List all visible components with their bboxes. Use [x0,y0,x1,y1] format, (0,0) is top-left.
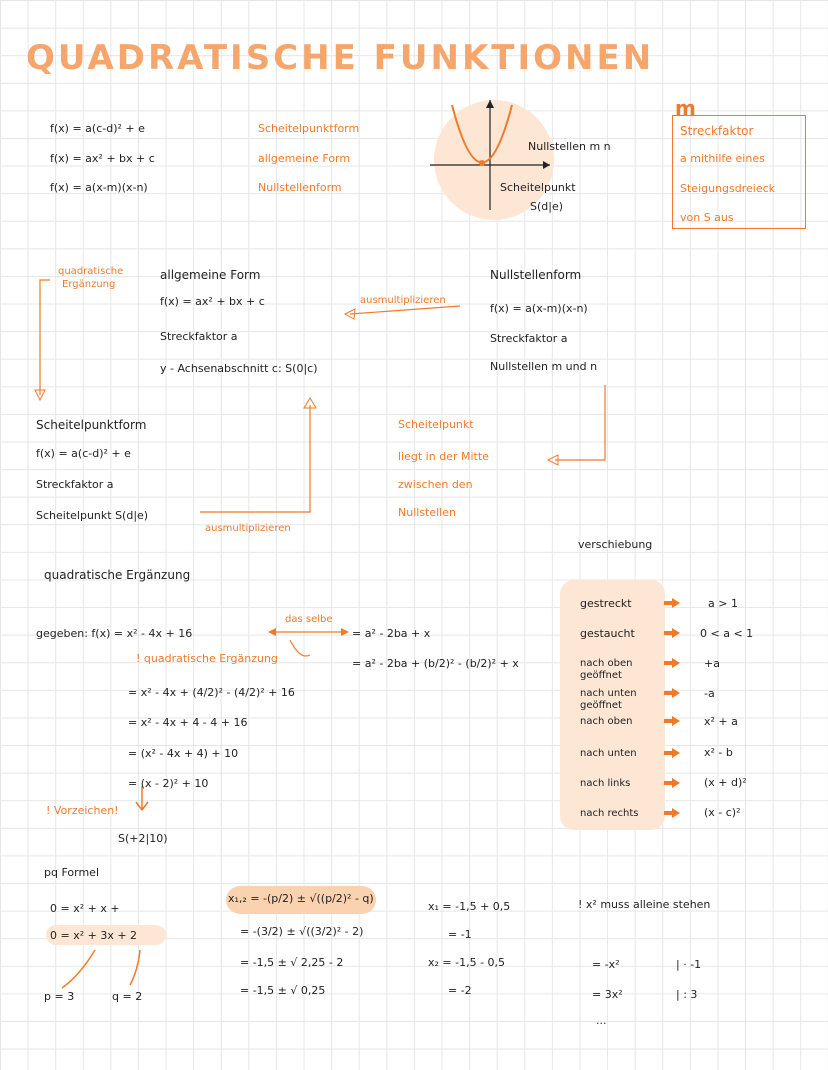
shift-right-0: a > 1 [708,597,738,610]
shift-right-2: +a [704,657,720,670]
shift-right-1: 0 < a < 1 [700,627,754,640]
arrow-p [62,950,95,988]
qe-binom1: = a² - 2ba + x [352,627,431,640]
sp-streck: Streckfaktor a [36,478,114,491]
pq-eq2: 0 = x² + 3x + 2 [50,929,138,942]
mbox-line3: Steigungsdreieck [680,182,776,195]
pq-f3: = -1,5 ± √ 2,25 - 2 [240,956,344,969]
qe-vorzeichen: ! Vorzeichen! [46,804,119,817]
qe-step3: = (x² - 4x + 4) + 10 [128,747,239,760]
qe-label-1: quadratische [58,266,124,277]
arrow-qe [40,280,50,395]
ns-formula: f(x) = a(x-m)(x-n) [490,302,588,315]
qe-binom2: = a² - 2ba + (b/2)² - (b/2)² + x [352,657,519,670]
shift-right-3: -a [704,687,715,700]
pq-r1: = -x² [592,958,620,971]
qe-step4: = (x - 2)² + 10 [128,777,209,790]
graph-y-arrow [486,100,494,108]
mbox-letter: m [675,96,696,120]
graph-x-arrow [543,161,550,169]
pq-q: q = 2 [112,990,143,1003]
mitte-line3: zwischen den [398,478,473,491]
shift-heading: verschiebung [578,538,653,551]
graph-scheitelpunkt-coord: S(d|e) [530,200,564,213]
pq-eq1: 0 = x² + x + [50,902,120,915]
qe-label-2: Ergänzung [62,279,116,290]
arrow-ausmult2 [200,405,310,512]
shift-arrows [664,598,680,818]
mbox-line4: von S aus [680,211,734,224]
pq-x2b: = -2 [448,984,472,997]
form-label-3: Nullstellenform [258,181,342,194]
qe-step1: = x² - 4x + (4/2)² - (4/2)² + 16 [128,686,295,699]
pq-must: ! x² muss alleine stehen [578,898,711,911]
graph-vertex-dot [479,160,485,166]
pq-x1b: = -1 [448,928,472,941]
shift-left-3: nach unten geöffnet [580,688,637,711]
ns-nullstellen: Nullstellen m und n [490,360,598,373]
ausmult-label-2: ausmultiplizieren [205,523,291,534]
shift-left-5: nach unten [580,748,637,759]
shift-right-5: x² - b [704,746,733,759]
arrow-mitte [555,385,605,460]
qe-given: gegeben: f(x) = x² - 4x + 16 [36,627,193,640]
shift-right-4: x² + a [704,715,738,728]
mitte-line4: Nullstellen [398,506,456,519]
pq-f4: = -1,5 ± √ 0,25 [240,984,326,997]
ns-streck: Streckfaktor a [490,332,568,345]
pq-f1: x₁,₂ = -(p/2) ± √((p/2)² - q) [228,892,374,905]
graph-scheitelpunkt-label: Scheitelpunkt [500,181,576,194]
ausmult-label-1: ausmultiplizieren [360,295,446,306]
sp-punkt: Scheitelpunkt S(d|e) [36,509,149,522]
qe-step2: = x² - 4x + 4 - 4 + 16 [128,716,248,729]
form-formula-3: f(x) = a(x-m)(x-n) [50,181,148,194]
form-label-2: allgemeine Form [258,152,351,165]
form-formula-1: f(x) = a(c-d)² + e [50,122,145,135]
shift-left-4: nach oben [580,716,633,727]
allg-streck: Streckfaktor a [160,330,238,343]
graph-nullstellen-label: Nullstellen m n [528,140,611,153]
pq-x1a: x₁ = -1,5 + 0,5 [428,900,511,913]
shift-left-1: gestaucht [580,627,635,640]
mitte-line2: liegt in der Mitte [398,450,489,463]
qe-dasselbe: das selbe [285,614,333,625]
mbox-line1: Streckfaktor [680,124,754,138]
shift-left-0: gestreckt [580,597,632,610]
pq-dots: ... [596,1014,607,1027]
allg-yachse: y - Achsenabschnitt c: S(0|c) [160,362,318,375]
mitte-line1: Scheitelpunkt [398,418,474,431]
pq-heading: pq Formel [44,866,99,879]
pq-f2: = -(3/2) ± √((3/2)² - 2) [240,925,364,938]
qe-result: S(+2|10) [118,832,168,845]
pq-x2a: x₂ = -1,5 - 0,5 [428,956,506,969]
graph-parabola [452,105,512,163]
pq-p: p = 3 [44,990,75,1003]
shift-left-2: nach oben geöffnet [580,658,633,681]
form-formula-2: f(x) = ax² + bx + c [50,152,155,165]
sp-title: Scheitelpunktform [36,418,147,432]
ns-title: Nullstellenform [490,268,582,282]
shift-left-7: nach rechts [580,808,639,819]
sp-formula: f(x) = a(c-d)² + e [36,447,131,460]
shift-right-6: (x + d)² [704,776,747,789]
allg-title: allgemeine Form [160,268,261,282]
pq-r2b: | : 3 [676,988,698,1001]
arrow-ausmult1 [350,306,460,314]
page-title: QUADRATISCHE FUNKTIONEN [26,38,655,78]
pq-r1b: | · -1 [676,958,702,971]
qe-note: ! quadratische Ergänzung [136,652,278,665]
allg-formula: f(x) = ax² + bx + c [160,295,265,308]
qe-heading: quadratische Ergänzung [44,568,191,582]
shift-right-7: (x - c)² [704,806,741,819]
form-label-1: Scheitelpunktform [258,122,360,135]
mbox-line2: a mithilfe eines [680,152,765,165]
arrow-q [130,950,140,985]
shift-left-6: nach links [580,778,631,789]
pq-r2: = 3x² [592,988,623,1001]
